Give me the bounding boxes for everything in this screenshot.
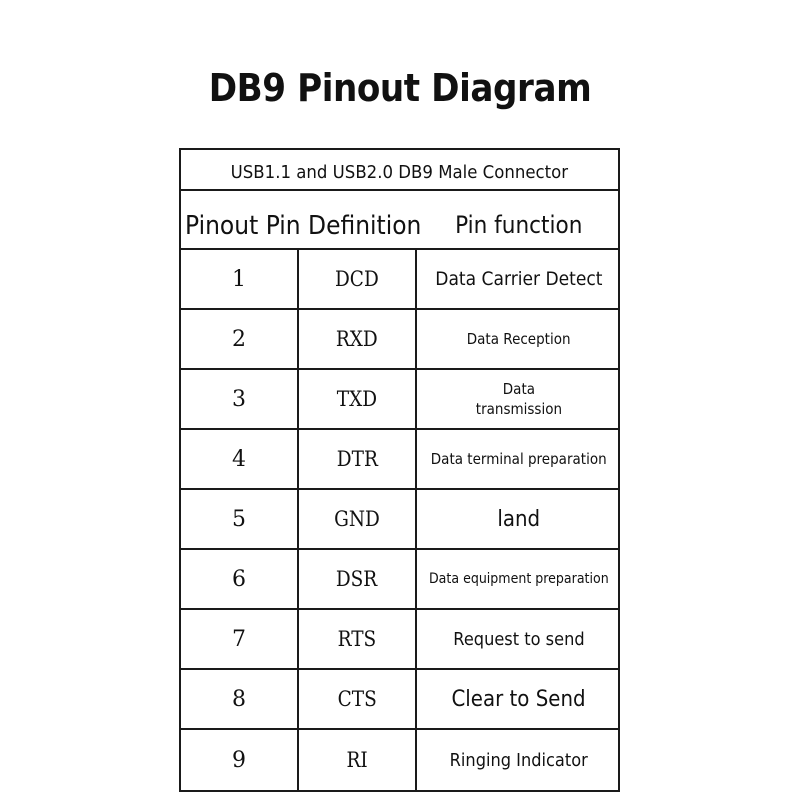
header-pin-function: Pin function xyxy=(454,211,583,239)
pin-number: 6 xyxy=(181,550,299,608)
pin-function-line1: Data xyxy=(502,380,535,398)
pin-function: Data Carrier Detect xyxy=(434,268,603,290)
table-caption xyxy=(181,150,618,191)
table-row xyxy=(181,610,618,670)
pin-number: 8 xyxy=(181,670,299,728)
table-row xyxy=(181,310,618,370)
pin-number: 4 xyxy=(181,430,299,488)
pinout-table xyxy=(179,148,620,792)
table-row xyxy=(181,370,618,430)
pin-function: land xyxy=(497,506,540,532)
pin-number: 7 xyxy=(181,610,299,668)
pin-number: 2 xyxy=(181,310,299,368)
table-body xyxy=(181,250,618,790)
pin-definition: RXD xyxy=(299,310,417,368)
pin-function: Data Reception xyxy=(466,330,571,348)
pin-function: Ringing Indicator xyxy=(449,749,588,771)
pin-function xyxy=(417,370,620,428)
pin-function: Request to send xyxy=(452,628,585,650)
header-pin-definition: Pinout Pin Definition xyxy=(185,211,422,241)
pin-definition: CTS xyxy=(299,670,417,728)
pin-function-line2: transmission xyxy=(475,400,562,418)
pin-definition: RI xyxy=(299,730,417,790)
table-row xyxy=(181,730,618,790)
pin-number: 5 xyxy=(181,490,299,548)
table-row xyxy=(181,550,618,610)
pin-function: Clear to Send xyxy=(451,686,586,712)
pin-number: 3 xyxy=(181,370,299,428)
pin-definition: DCD xyxy=(299,250,417,308)
table-row xyxy=(181,670,618,730)
pin-number: 9 xyxy=(181,730,299,790)
pin-definition: TXD xyxy=(299,370,417,428)
pin-definition: DSR xyxy=(299,550,417,608)
table-row xyxy=(181,430,618,490)
pin-definition: RTS xyxy=(299,610,417,668)
table-caption-text: USB1.1 and USB2.0 DB9 Male Connector xyxy=(230,162,569,183)
pin-function: Data terminal preparation xyxy=(430,450,607,468)
pin-number: 1 xyxy=(181,250,299,308)
table-row xyxy=(181,490,618,550)
page-title: DB9 Pinout Diagram xyxy=(208,66,592,110)
pin-definition: DTR xyxy=(299,430,417,488)
pin-definition: GND xyxy=(299,490,417,548)
pin-function: Data equipment preparation xyxy=(428,571,609,587)
table-header-row xyxy=(181,191,618,250)
table-row xyxy=(181,250,618,310)
